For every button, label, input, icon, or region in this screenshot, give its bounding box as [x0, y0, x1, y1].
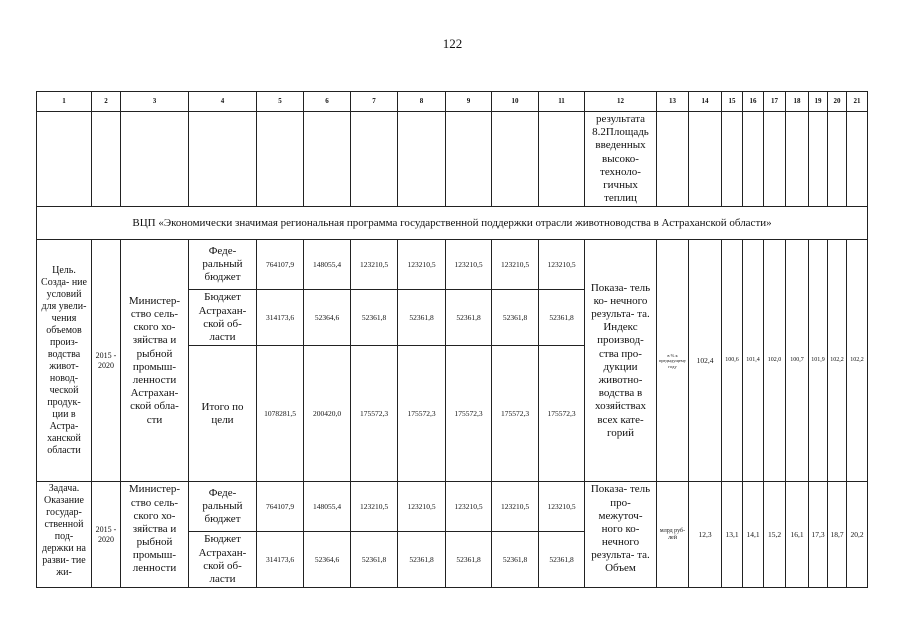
- program-table: [36, 91, 868, 588]
- goal-row-federal: [37, 240, 868, 290]
- value-cell: 52361,8: [446, 532, 492, 588]
- continuation-row: [37, 112, 868, 207]
- funding-source: Феде- ральный бюджет: [189, 482, 257, 532]
- value-cell: 148055,4: [304, 482, 351, 532]
- goal-indicator: Показа- тель ко- нечного результа- та. Индекс производ- ства про- дукции животно- водства в хозяйствах всех кате- горий: [585, 240, 657, 482]
- funding-source: Итого по цели: [189, 346, 257, 482]
- value-cell: 52361,8: [539, 290, 585, 346]
- indicator-value: 102,2: [847, 240, 868, 482]
- value-cell: 148055,4: [304, 240, 351, 290]
- indicator-value: 13,1: [722, 482, 743, 588]
- value-cell: 123210,5: [492, 482, 539, 532]
- col-header: 15: [722, 92, 743, 112]
- indicator-value: 102,4: [689, 240, 722, 482]
- header-row: [37, 92, 868, 112]
- task-period: 2015 - 2020: [92, 482, 121, 588]
- col-header: 19: [809, 92, 828, 112]
- task-row-federal: [37, 482, 868, 532]
- indicator-value: 100,6: [722, 240, 743, 482]
- col-header: 11: [539, 92, 585, 112]
- task-executor: Министер- ство сель- ского хо- зяйства и рыбной промыш- ленности: [121, 482, 189, 588]
- value-cell: 52361,8: [398, 532, 446, 588]
- col-header: 8: [398, 92, 446, 112]
- funding-source: Бюджет Астрахан- ской об- ласти: [189, 532, 257, 588]
- goal-description: Цель. Созда- ние условий для увели- чения объемов произ- водства живот- новод- ческой продук- ции в Астра- ханской области: [37, 240, 92, 482]
- funding-source: Бюджет Астрахан- ской об- ласти: [189, 290, 257, 346]
- col-header: 18: [786, 92, 809, 112]
- indicator-value: 20,2: [847, 482, 868, 588]
- indicator-value: 12,3: [689, 482, 722, 588]
- col-header: 12: [585, 92, 657, 112]
- program-banner: ВЦП «Экономически значимая региональная программа государственной поддержки отрасли животноводства в Астраханской области»: [37, 207, 868, 240]
- indicator-value: 102,0: [764, 240, 786, 482]
- col-header: 2: [92, 92, 121, 112]
- value-cell: 314173,6: [257, 290, 304, 346]
- funding-source: Феде- ральный бюджет: [189, 240, 257, 290]
- col-header: 14: [689, 92, 722, 112]
- value-cell: 175572,3: [398, 346, 446, 482]
- indicator-value: 17,3: [809, 482, 828, 588]
- value-cell: 200420,0: [304, 346, 351, 482]
- value-cell: 123210,5: [492, 240, 539, 290]
- program-banner-row: [37, 207, 868, 240]
- col-header: 6: [304, 92, 351, 112]
- value-cell: 52361,8: [446, 290, 492, 346]
- task-indicator: Показа- тель про- межуточ- ного ко- нечного результа- та. Объем: [585, 482, 657, 588]
- value-cell: 123210,5: [351, 482, 398, 532]
- goal-unit: в % к предыдущему году: [657, 240, 689, 482]
- col-header: 20: [828, 92, 847, 112]
- indicator-value: 15,2: [764, 482, 786, 588]
- col-header: 3: [121, 92, 189, 112]
- indicator-value: 100,7: [786, 240, 809, 482]
- value-cell: 175572,3: [446, 346, 492, 482]
- indicator-value: 14,1: [743, 482, 764, 588]
- col-header: 5: [257, 92, 304, 112]
- value-cell: 123210,5: [446, 482, 492, 532]
- value-cell: 175572,3: [351, 346, 398, 482]
- indicator-value: 18,7: [828, 482, 847, 588]
- indicator-value: 16,1: [786, 482, 809, 588]
- value-cell: 52364,6: [304, 290, 351, 346]
- col-header: 16: [743, 92, 764, 112]
- value-cell: 123210,5: [398, 240, 446, 290]
- col-header: 4: [189, 92, 257, 112]
- value-cell: 1078281,5: [257, 346, 304, 482]
- col-header: 13: [657, 92, 689, 112]
- value-cell: 52361,8: [492, 290, 539, 346]
- col-header: 1: [37, 92, 92, 112]
- indicator-value: 101,4: [743, 240, 764, 482]
- task-unit: млрд руб- лей: [657, 482, 689, 588]
- col-header: 21: [847, 92, 868, 112]
- col-header: 9: [446, 92, 492, 112]
- value-cell: 52361,8: [539, 532, 585, 588]
- value-cell: 764107,9: [257, 482, 304, 532]
- value-cell: 123210,5: [539, 240, 585, 290]
- value-cell: 123210,5: [446, 240, 492, 290]
- value-cell: 175572,3: [492, 346, 539, 482]
- value-cell: 314173,6: [257, 532, 304, 588]
- value-cell: 175572,3: [539, 346, 585, 482]
- page-number: 122: [442, 36, 463, 51]
- goal-period: 2015 - 2020: [92, 240, 121, 482]
- col-header: 7: [351, 92, 398, 112]
- value-cell: 52361,8: [351, 532, 398, 588]
- value-cell: 123210,5: [539, 482, 585, 532]
- task-description: Задача. Оказание государ- ственной под- держки на разви- тие жи-: [37, 482, 92, 588]
- value-cell: 764107,9: [257, 240, 304, 290]
- value-cell: 123210,5: [351, 240, 398, 290]
- value-cell: 52361,8: [398, 290, 446, 346]
- value-cell: 123210,5: [398, 482, 446, 532]
- value-cell: 52364,6: [304, 532, 351, 588]
- value-cell: 52361,8: [351, 290, 398, 346]
- indicator-cell: результата 8.2Площадь введенных высоко- техноло- гичных теплиц: [585, 112, 657, 207]
- col-header: 10: [492, 92, 539, 112]
- goal-executor: Министер- ство сель- ского хо- зяйства и рыбной промыш- ленности Астрахан- ской обла- сти: [121, 240, 189, 482]
- col-header: 17: [764, 92, 786, 112]
- value-cell: 52361,8: [492, 532, 539, 588]
- indicator-value: 102,2: [828, 240, 847, 482]
- indicator-value: 101,9: [809, 240, 828, 482]
